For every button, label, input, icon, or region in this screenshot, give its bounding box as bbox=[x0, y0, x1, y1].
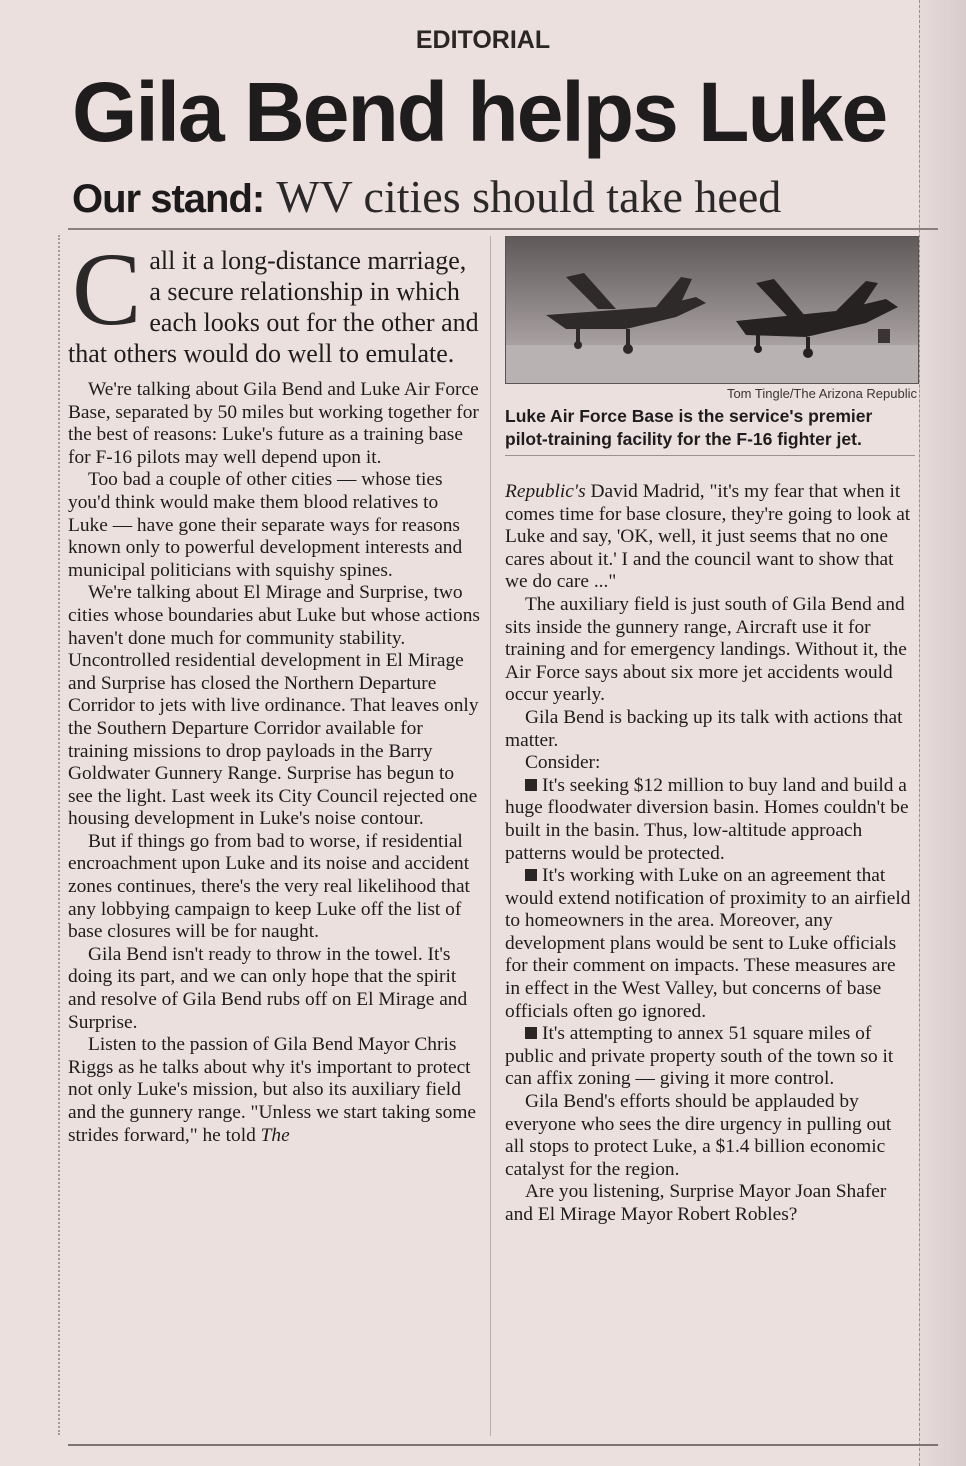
body-paragraph: Consider: bbox=[525, 752, 601, 774]
right-column bbox=[505, 481, 915, 1227]
body-paragraph: But if things go from bad to worse, if residential encroachment upon Luke and its noise and accident zones continues, there's the very real likelihood that any lobbying campaign to keep Luke off the list of base closures will be for naught. bbox=[68, 830, 470, 943]
body-paragraph: Too bad a couple of other cities — whose ties you'd think would make them blood relatives to Luke — have gone their separate ways for reasons known only to powerful development interests and municipal politicians with squishy spines. bbox=[68, 469, 463, 581]
lead-paragraph bbox=[68, 232, 480, 369]
bullet-text: It's seeking $12 million to buy land and build a huge floodwater diversion basin. Homes couldn't be built in the basin. Thus, low-altitude approach patterns would be protected. bbox=[505, 774, 909, 864]
scan-margin-dots bbox=[58, 235, 62, 1435]
bullet-item bbox=[505, 1023, 915, 1091]
photo-caption: Luke Air Force Base is the service's premier pilot-training facility for the F-16 fighter jet. bbox=[505, 406, 873, 449]
footer-rule bbox=[68, 1444, 938, 1446]
body-paragraph: Are you listening, Surprise Mayor Joan Shafer and El Mirage Mayor Robert Robles? bbox=[505, 1181, 887, 1225]
bullet-item bbox=[505, 865, 915, 1023]
photo-credit: Tom Tingle/The Arizona Republic bbox=[726, 386, 917, 401]
body-text: Listen to the passion of Gila Bend Mayor Chris Riggs as he talks about why it's important to protect not only Luke's mission, but also its auxiliary field and the gunnery range. "Unless we start taking some strides forward," he told bbox=[68, 1034, 477, 1146]
stand-label: Our stand: bbox=[72, 177, 265, 221]
body-paragraph bbox=[68, 1034, 480, 1147]
column-divider bbox=[490, 236, 491, 1436]
body-paragraph: Gila Bend's efforts should be applauded by everyone who sees the dire urgency in pulling out all stops to protect Luke, a $1.4 billion economic catalyst for the region. bbox=[505, 1091, 892, 1180]
header-rule bbox=[68, 228, 938, 230]
square-bullet-icon bbox=[525, 869, 537, 881]
body-paragraph: We're talking about Gila Bend and Luke Air Force Base, separated by 50 miles but working together for the best of reasons: Luke's future as a training base for F-16 pilots may well depend upon it. bbox=[68, 379, 479, 468]
left-column bbox=[68, 232, 480, 1147]
body-paragraph: The auxiliary field is just south of Gila Bend and sits inside the gunnery range, Aircraft use it for training and for emergency landings. Without it, the Air Force says about six more jet accidents would occur yearly. bbox=[505, 593, 907, 706]
lead-text: all it a long-distance marriage, a secure relationship in which each looks out for the other and that others would do well to emulate. bbox=[68, 246, 479, 368]
newspaper-name-italic: Republic's bbox=[505, 481, 586, 502]
body-paragraph bbox=[505, 481, 915, 594]
square-bullet-icon bbox=[525, 779, 537, 791]
body-paragraph: Gila Bend is backing up its talk with actions that matter. bbox=[505, 706, 903, 751]
bullet-text: It's working with Luke on an agreement that would extend notification of proximity to an airfield to homeowners in the area. Moreover, any development plans would be sent to Luke officials for their comment on impacts. These measures are in effect in the West Valley, but concerns of base officials often go ignored. bbox=[505, 865, 911, 1022]
jet-illustration bbox=[506, 237, 918, 383]
stand-text: WV cities should take heed bbox=[276, 171, 782, 222]
square-bullet-icon bbox=[525, 1027, 537, 1039]
bullet-item bbox=[505, 775, 915, 865]
bullet-text: It's attempting to annex 51 square miles of public and private property south of the town so it can affix zoning — giving it more control. bbox=[505, 1023, 894, 1090]
caption-rule bbox=[505, 455, 915, 456]
our-stand-line bbox=[72, 170, 952, 223]
body-paragraph: Gila Bend isn't ready to throw in the towel. It's doing its part, and we can only hope that the spirit and resolve of Gila Bend rubs off on El Mirage and Surprise. bbox=[68, 943, 468, 1033]
newspaper-name-italic: The bbox=[260, 1124, 290, 1146]
body-paragraph: We're talking about El Mirage and Surprise, two cities whose boundaries abut Luke but whose actions haven't done much for community stability. Uncontrolled residential development in El Mirage and Surprise has closed the Northern Departure Corridor to jets with live ordinance. That leaves only the Southern Departure Corridor available for training missions to drop payloads in the Barry Goldwater Gunnery Range. Surprise has begun to see the light. Last week its City Council rejected one housing development in Luke's noise contour. bbox=[68, 582, 480, 830]
drop-cap: C bbox=[72, 232, 142, 347]
section-kicker: EDITORIAL bbox=[415, 26, 551, 54]
body-text: David Madrid, "it's my fear that when it comes time for base closure, they're going to look at Luke and say, 'OK, well, it just seems that no one cares about it.' I and the council want to show that we do care ..." bbox=[505, 481, 911, 593]
f16-photo bbox=[505, 236, 919, 384]
headline: Gila Bend helps Luke bbox=[72, 65, 887, 159]
